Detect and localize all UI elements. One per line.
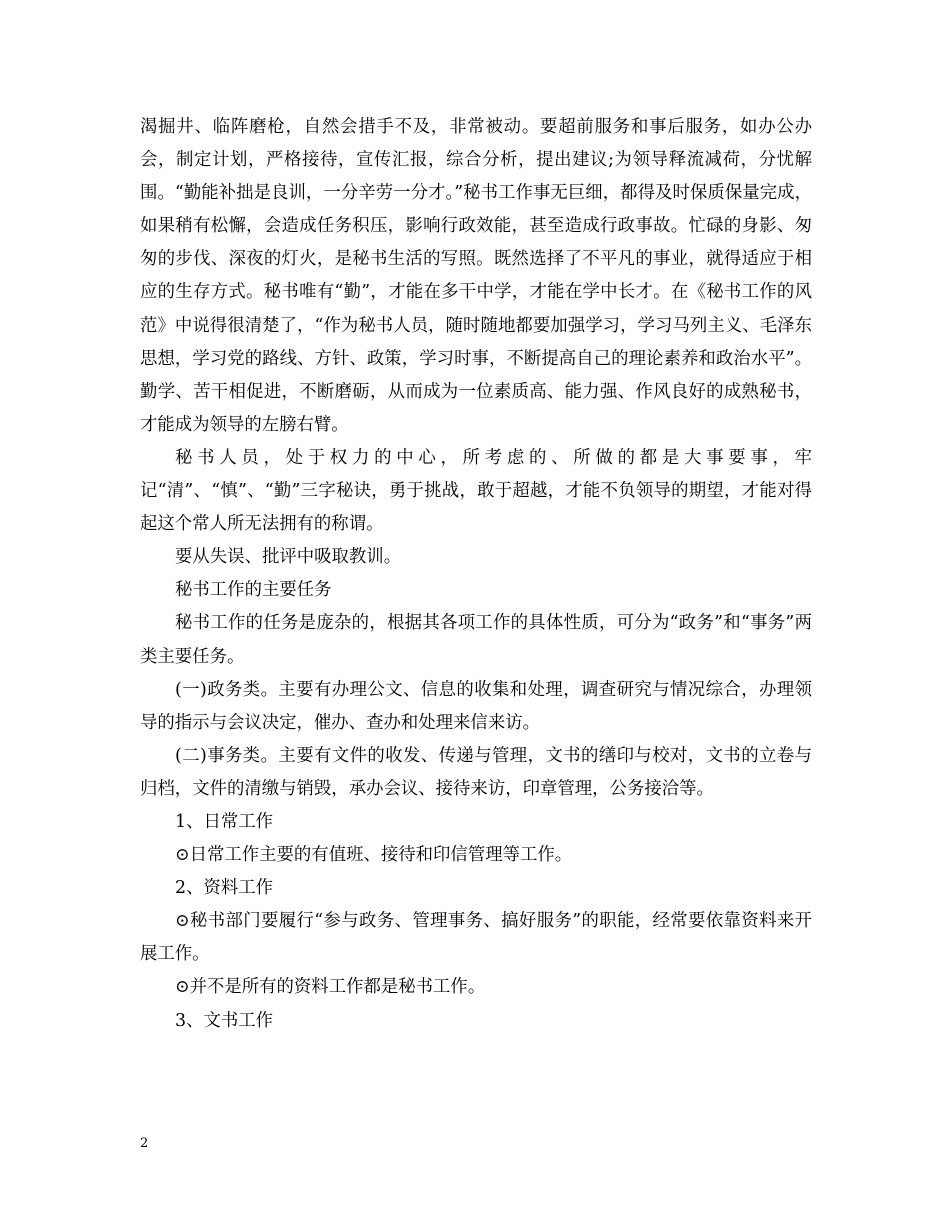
section-heading: 秘书工作的主要任务 <box>175 580 332 601</box>
bullet-item: ⊙秘书部门要履行“参与政务、管理事务、搞好服务”的职能，经常要依靠资料来开展工作。 <box>140 911 812 965</box>
paragraph: 秘书工作的任务是庞杂的，根据其各项工作的具体性质，可分为“政务”和“事务”两类主要任务。 <box>140 613 812 667</box>
paragraph: (一)政务类。主要有办理公文、信息的收集和处理，调查研究与情况综合，办理领导的指示与会议决定，催办、查办和处理来信来访。 <box>140 679 812 733</box>
list-heading: 1、日常工作 <box>175 811 274 832</box>
paragraph: (二)事务类。主要有文件的收发、传递与管理，文书的缮印与校对，文书的立卷与归档，文件的清缴与销毁，承办会议、接待来访，印章管理，公务接洽等。 <box>140 745 812 799</box>
page-number: 2 <box>140 1136 149 1151</box>
list-heading: 2、资料工作 <box>175 878 274 899</box>
paragraph: 秘书人员，处于权力的中心，所考虑的、所做的都是大事要事，牢记“清”、“慎”、“勤”三字秘诀，勇于挑战，敢于超越，才能不负领导的期望，才能对得起这个常人所无法拥有的称谓。 <box>140 447 812 535</box>
paragraph: 要从失误、批评中吸取教训。 <box>175 547 402 568</box>
paragraph: 渴掘井、临阵磨枪，自然会措手不及，非常被动。要超前服务和事后服务，如办公办会，制定计划，严格接待，宣传汇报，综合分析，提出建议;为领导释流减荷，分忧解围。“勤能补拙是良训，一分辛劳一分才。”秘书工作事无巨细，都得及时保质保量完成，如果稍有松懈，会造成任务积压，影响行政效能，甚至造成行政事故。忙碌的身影、匆匆的步伐、深夜的灯火，是秘书生活的写照。既然选择了不平凡的事业，就得适应于相应的生存方式。秘书唯有“勤”，才能在多干中学，才能在学中长才。在《秘书工作的风范》中说得很清楚了，“作为秘书人员，随时随地都要加强学习，学习马列主义、毛泽东思想，学习党的路线、方针、政策，学习时事，不断提高自己的理论素养和政治水平”。勤学、苦干相促进，不断磨砺，从而成为一位素质高、能力强、作风良好的成熟秘书，才能成为领导的左膀右臂。 <box>140 117 812 435</box>
bullet-item: ⊙日常工作主要的有值班、接待和印信管理等工作。 <box>175 845 573 866</box>
body-text <box>140 111 812 1038</box>
bullet-item: ⊙并不是所有的资料工作都是秘书工作。 <box>175 977 486 998</box>
list-heading: 3、文书工作 <box>175 1010 274 1031</box>
